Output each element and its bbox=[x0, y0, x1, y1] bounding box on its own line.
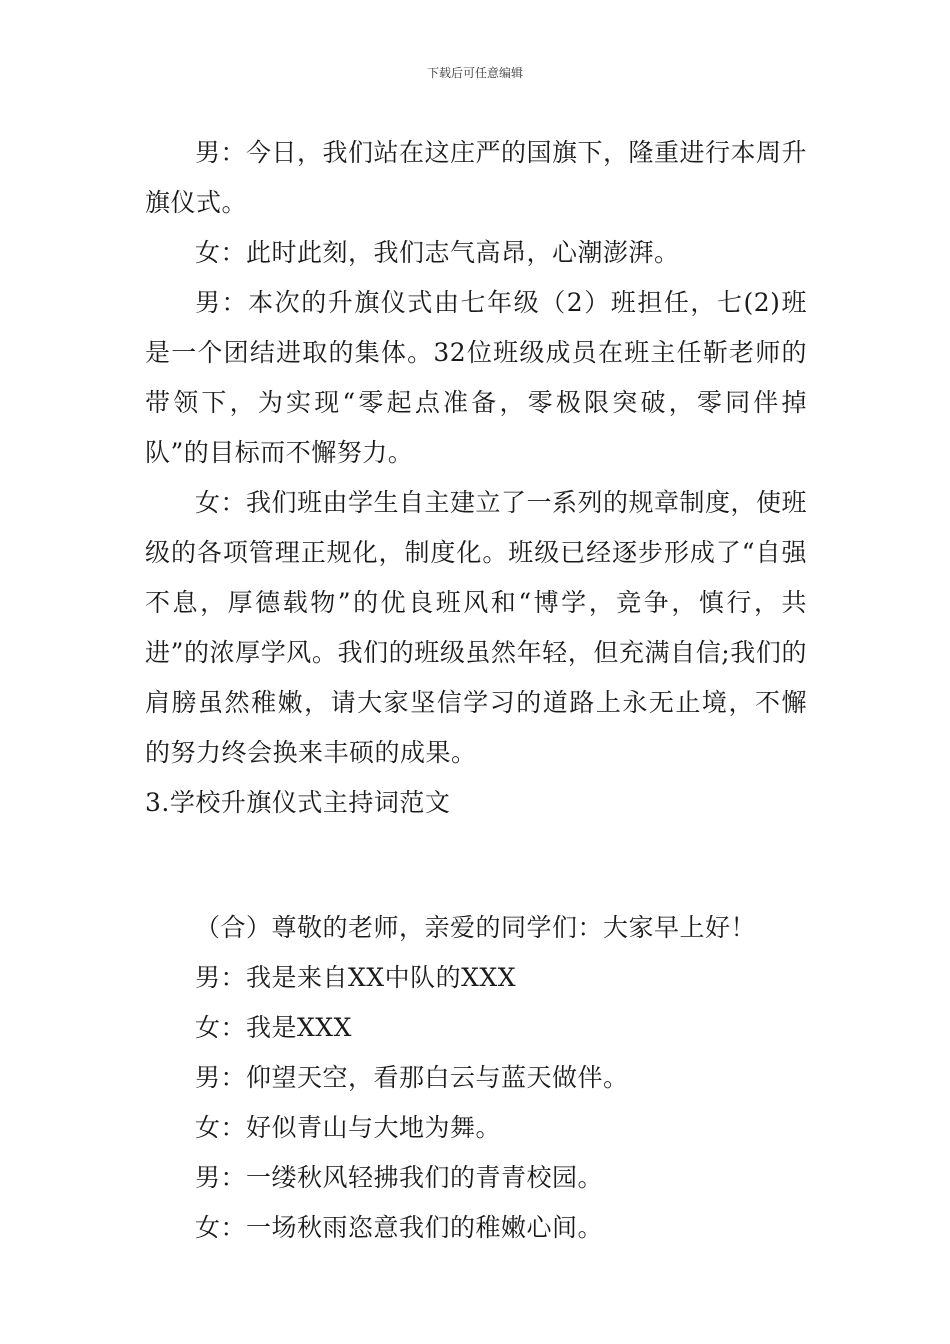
paragraph-1: 男：今日，我们站在这庄严的国旗下，隆重进行本周升旗仪式。 bbox=[145, 138, 808, 217]
paragraph-4: 女：我们班由学生自主建立了一系列的规章制度，使班级的各项管理正规化，制度化。班级已经逐步形成了“自强不息，厚德载物”的优良班风和“博学，竞争，慎行，共进”的浓厚学风。我们的班级虽然年轻，但充满自信;我们的肩膀虽然稚嫩，请大家坚信学习的道路上永无止境，不懈的努力终会换来丰硕的成果。 bbox=[145, 488, 808, 767]
dialogue-line-1: 男：我是来自XX中队的XXX bbox=[195, 963, 516, 992]
dialogue-line-6: 女：一场秋雨恣意我们的稚嫩心间。 bbox=[195, 1213, 604, 1242]
paragraph-3: 男：本次的升旗仪式由七年级（2）班担任，七(2)班是一个团结进取的集体。32位班级成员在班主任靳老师的带领下，为实现“零起点准备，零极限突破，零同伴掉队”的目标而不懈努力。 bbox=[145, 288, 807, 467]
dialogue-line-5: 男：一缕秋风轻拂我们的青青校园。 bbox=[195, 1163, 604, 1192]
paragraph-2: 女：此时此刻，我们志气高昂，心潮澎湃。 bbox=[195, 238, 680, 267]
document-body bbox=[145, 128, 807, 1253]
section-heading: 3.学校升旗仪式主持词范文 bbox=[145, 788, 451, 817]
page-header: 下载后可任意编辑 bbox=[426, 66, 523, 80]
dialogue-line-2: 女：我是XXX bbox=[195, 1013, 352, 1042]
section-spacer bbox=[145, 828, 807, 903]
greeting-line: （合）尊敬的老师，亲爱的同学们：大家早上好！ bbox=[195, 913, 757, 942]
dialogue-line-3: 男：仰望天空，看那白云与蓝天做伴。 bbox=[195, 1063, 629, 1092]
dialogue-line-4: 女：好似青山与大地为舞。 bbox=[195, 1113, 502, 1142]
